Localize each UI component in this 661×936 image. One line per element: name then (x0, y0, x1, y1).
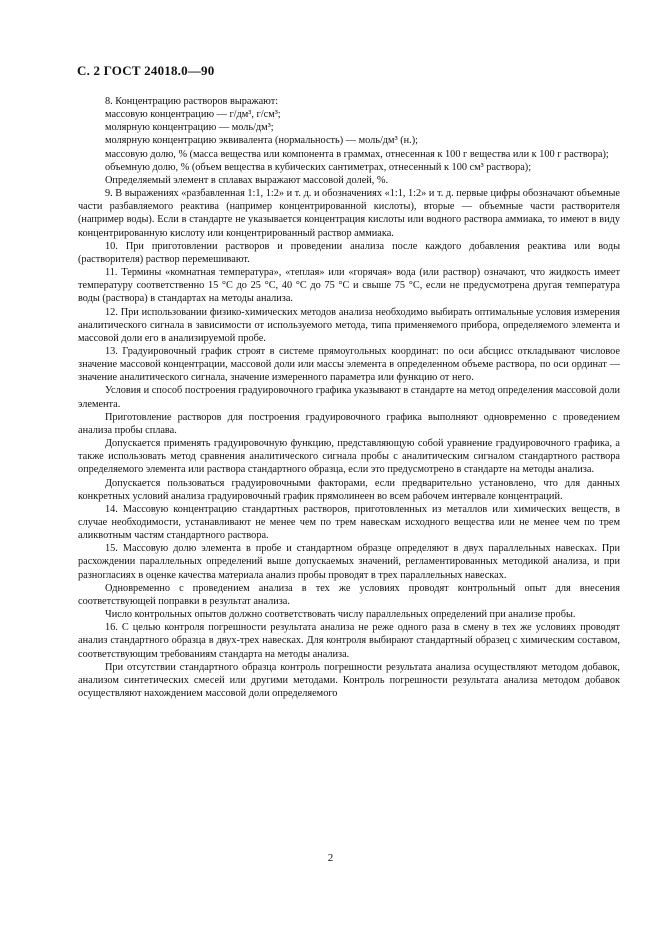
paragraph-13-factors: Допускается пользоваться градуировочными факторами, если предварительно установлено, что для данных конкретных условий анализа градуировочный график прямолинеен во всем рабочем интервале концентраций. (78, 477, 620, 502)
document-body (78, 95, 620, 700)
paragraph-13-preparation: Приготовление растворов для построения градуировочного графика выполняют одновременно с проведением анализа пробы сплава. (78, 411, 620, 436)
list-item-molar-concentration: молярную концентрацию — моль/дм³; (105, 122, 274, 134)
list-item-normality: молярную концентрацию эквивалента (нормальность) — моль/дм³ (н.); (105, 135, 419, 147)
paragraph-15-count: Число контрольных опытов должно соответствовать числу параллельных определений при анализе пробы. (105, 609, 576, 621)
paragraph-10: 10. При приготовлении растворов и проведении анализа после каждого добавления реактива или воды (растворителя) раствор перемешивают. (78, 240, 620, 265)
page-number: 2 (327, 852, 334, 864)
paragraph-9: 9. В выражениях «разбавленная 1:1, 1:2» и т. д. и обозначениях «1:1, 1:2» и т. д. первые цифры обозначают объемные части разбавляемого реактива (например концентрированной кислоты), вторые — объемные части растворителя (например воды). Если в стандарте не указывается концентрация кислоты или водного раствора аммиака, то имеют в виду концентрированную кислоту или концентрированный раствор аммиака. (78, 188, 620, 239)
list-item-mass-fraction: массовую долю, % (масса вещества или компонента в граммах, отнесенная к 100 г вещества или к 100 г раствора); (105, 148, 609, 160)
paragraph-15-control: Одновременно с проведением анализа в тех же условиях проводят контрольный опыт для внесения соответствующей поправки в результат анализа. (78, 582, 620, 607)
paragraph-12: 12. При использовании физико-химических методов анализа необходимо выбирать оптимальные условия измерения аналитического сигнала в зависимости от используемого метода, типа применяемого прибора, определяемого элемента и массовой доли его в анализируемой пробе. (78, 306, 620, 344)
paragraph-element-expression: Определяемый элемент в сплавах выражают массовой долей, %. (105, 174, 389, 186)
paragraph-16-additions: При отсутствии стандартного образца контроль погрешности результата анализа осуществляют методом добавок, анализом синтетических смесей или другими методами. Контроль погрешности результата анализа методом добавок осуществляют нахождением массовой доли определяемого (78, 661, 620, 700)
paragraph-8: 8. Концентрацию растворов выражают: (105, 96, 279, 107)
paragraph-16: 16. С целью контроля погрешности результата анализа не реже одного раза в смену в тех же условиях проводят анализ стандартного образца в двух-трех навесках. Для контроля выбирают стандартный образец с химическим составом, соответствующим требованиям стандарта на методы анализа. (78, 622, 620, 660)
paragraph-13-conditions: Условия и способ построения градуировочного графика указывают в стандарте на метод определения массовой доли элемента. (78, 385, 620, 410)
paragraph-15: 15. Массовую долю элемента в пробе и стандартном образце определяют в двух параллельных навесках. При расхождении параллельных определений выше допускаемых значений, регламентированных методикой анализа, и при разногласиях в оценке качества материала анализ пробы проводят в трех параллельных навесках. (78, 543, 620, 581)
list-item-volume-fraction: объемную долю, % (объем вещества в кубических сантиметрах, отнесенный к 100 см³ раствора); (105, 161, 532, 173)
paragraph-14: 14. Массовую концентрацию стандартных растворов, приготовленных из металлов или химических веществ, в случае необходимости, устанавливают не менее чем по трем навескам исходного вещества или не менее чем по трем аликвотным частям стандартного раствора. (78, 503, 620, 542)
running-header: С. 2 ГОСТ 24018.0—90 (77, 63, 215, 78)
list-item-mass-concentration: массовую концентрацию — г/дм³, г/см³; (105, 109, 281, 121)
paragraph-11: 11. Термины «комнатная температура», «теплая» или «горячая» вода (или раствор) означают, что жидкость имеет температуру соответственно 15 °С до 25 °С, 40 °С до 75 °С и свыше 75 °С, если не предусмотрена другая температура воды (раствора) в стандартах на методы анализа. (78, 267, 620, 305)
paragraph-13-function: Допускается применять градуировочную функцию, представляющую собой уравнение градуировочного графика, а также использовать метод сравнения аналитического сигнала пробы с аналитическим сигналом стандартного раствора определяемого элемента или раствора стандартного образца, если это предусмотрено в стандарте на методы анализа. (78, 438, 620, 476)
paragraph-13: 13. Градуировочный график строят в системе прямоугольных координат: по оси абсцисс откладывают числовое значение массовой концентрации, массовой доли или массы элемента в определенном объеме раствора, по оси ординат — значение аналитического сигнала, значение измеренного параметра или функцию от него. (78, 345, 620, 384)
